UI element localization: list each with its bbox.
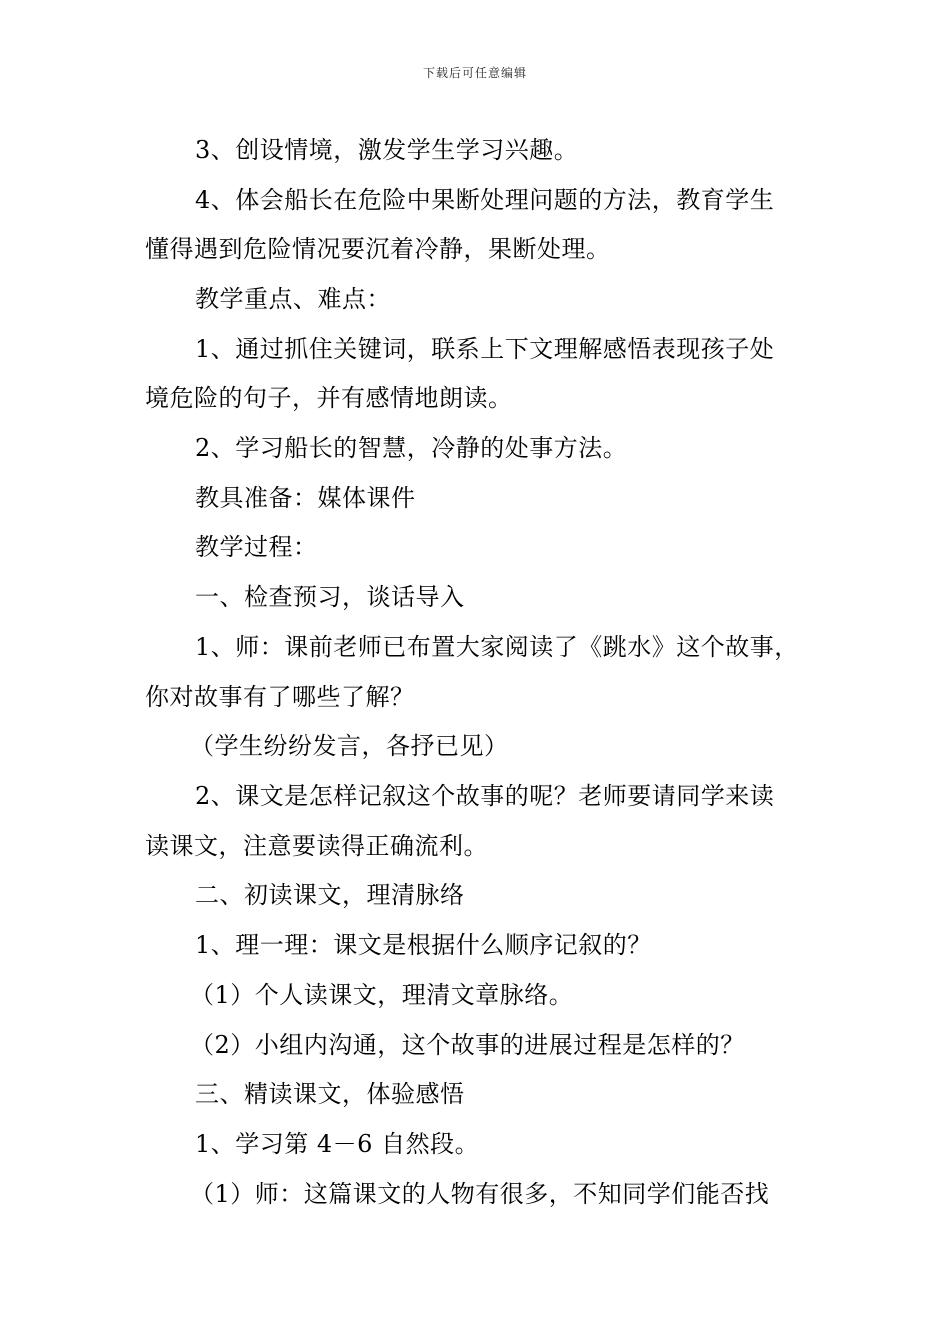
body-line-10: 一、检查预习，谈话导入 [195,583,465,611]
body-line-3: 懂得遇到危险情况要沉着冷静，果断处理。 [145,235,611,263]
body-line-9: 教学过程： [195,533,318,561]
body-line-5: 1、通过抓住关键词，联系上下文理解感悟表现孩子处 [195,335,775,363]
body-line-22: （1）师：这篇课文的人物有很多，不知同学们能否找 [190,1180,770,1208]
body-line-16: 二、初读课文，理清脉络 [195,881,465,909]
body-line-14: 2、课文是怎样记叙这个故事的呢？老师要请同学来读 [195,782,775,810]
body-line-15: 读课文，注意要读得正确流利。 [145,832,488,860]
body-line-12: 你对故事有了哪些了解？ [145,683,415,711]
body-line-21: 1、学习第 4－6 自然段。 [195,1130,480,1158]
body-line-2: 4、体会船长在危险中果断处理问题的方法，教育学生 [195,186,775,214]
body-line-18: （1）个人读课文，理清文章脉络。 [190,981,574,1009]
body-line-1: 3、创设情境，激发学生学习兴趣。 [195,136,579,164]
body-line-11: 1、师：课前老师已布置大家阅读了《跳水》这个故事， [195,633,799,661]
body-line-20: 三、精读课文，体验感悟 [195,1080,465,1108]
header-note: 下载后可任意编辑 [422,66,527,80]
body-line-6: 境危险的句子，并有感情地朗读。 [145,384,513,412]
body-line-7: 2、学习船长的智慧，冷静的处事方法。 [195,434,628,462]
body-line-8: 教具准备：媒体课件 [195,484,416,512]
body-line-13: （学生纷纷发言，各抒已见） [190,732,509,760]
body-line-4: 教学重点、难点： [195,285,391,313]
body-line-17: 1、理一理：课文是根据什么顺序记叙的？ [195,931,652,959]
body-line-19: （2）小组内沟通，这个故事的进展过程是怎样的？ [190,1031,745,1059]
